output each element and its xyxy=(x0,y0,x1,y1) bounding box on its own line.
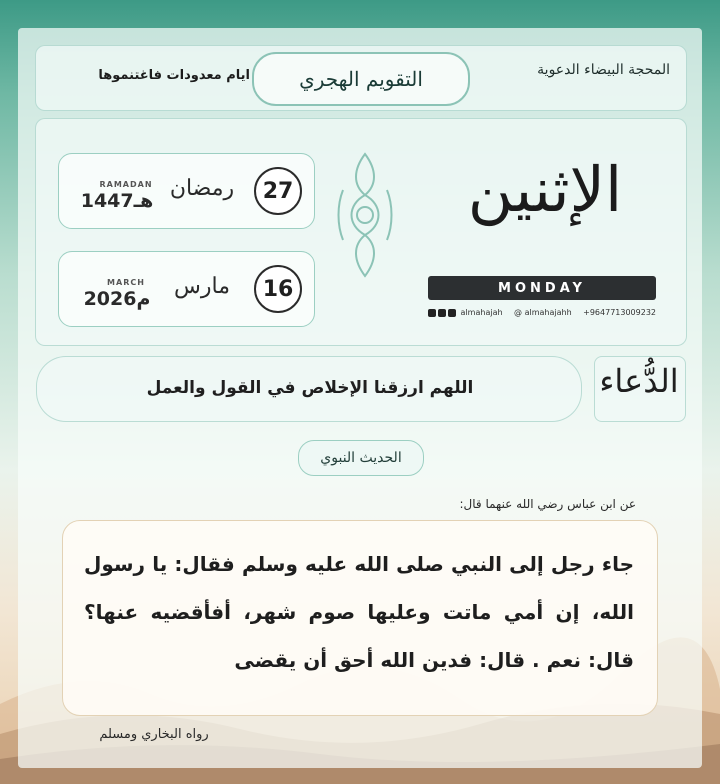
whatsapp-number: +9647713009232 xyxy=(583,308,656,317)
gregorian-month-english: MARCH xyxy=(107,278,145,287)
weekday-english: MONDAY xyxy=(428,276,656,300)
weekday-arabic: الإثنين xyxy=(467,153,623,226)
gregorian-month-arabic: مارس xyxy=(174,274,230,299)
hijri-day-number: 27 xyxy=(254,167,302,215)
hijri-calendar-badge: التقويم الهجري xyxy=(252,52,470,106)
dua-label: الدُّعاء xyxy=(599,362,679,400)
hijri-year: 1447هـ xyxy=(80,190,154,212)
hijri-month-arabic: رمضان xyxy=(169,176,235,201)
hadith-narrator: عن ابن عباس رضي الله عنهما قال: xyxy=(459,497,636,511)
hadith-text: جاء رجل إلى النبي صلى الله عليه وسلم فقال: يا رسول الله، إن أمي ماتت وعليها صوم شهر، أفأقضيه عنها؟ قال: نعم . قال: فدين الله أحق أن يقضى xyxy=(84,552,634,672)
hadith-label: الحديث النبوي xyxy=(298,440,424,476)
tagline: ايام معدودات فاغتنموها xyxy=(98,68,250,83)
social-handle-2: @ almahajahh xyxy=(514,308,572,317)
hijri-date-pill xyxy=(58,153,315,229)
hadith-source: رواه البخاري ومسلم xyxy=(99,727,209,742)
social-handle-1: almahajah xyxy=(428,308,503,317)
ornament-icon xyxy=(333,150,397,280)
social-links xyxy=(428,308,656,317)
gregorian-date-pill xyxy=(58,251,315,327)
gregorian-day-number: 16 xyxy=(254,265,302,313)
hijri-month-english: RAMADAN xyxy=(99,180,153,189)
gregorian-year: 2026م xyxy=(83,288,151,310)
social-icons xyxy=(428,308,458,317)
organization-name: المحجة البيضاء الدعوية xyxy=(537,62,670,78)
dua-text: اللهم ارزقنا الإخلاص في القول والعمل xyxy=(146,378,474,398)
